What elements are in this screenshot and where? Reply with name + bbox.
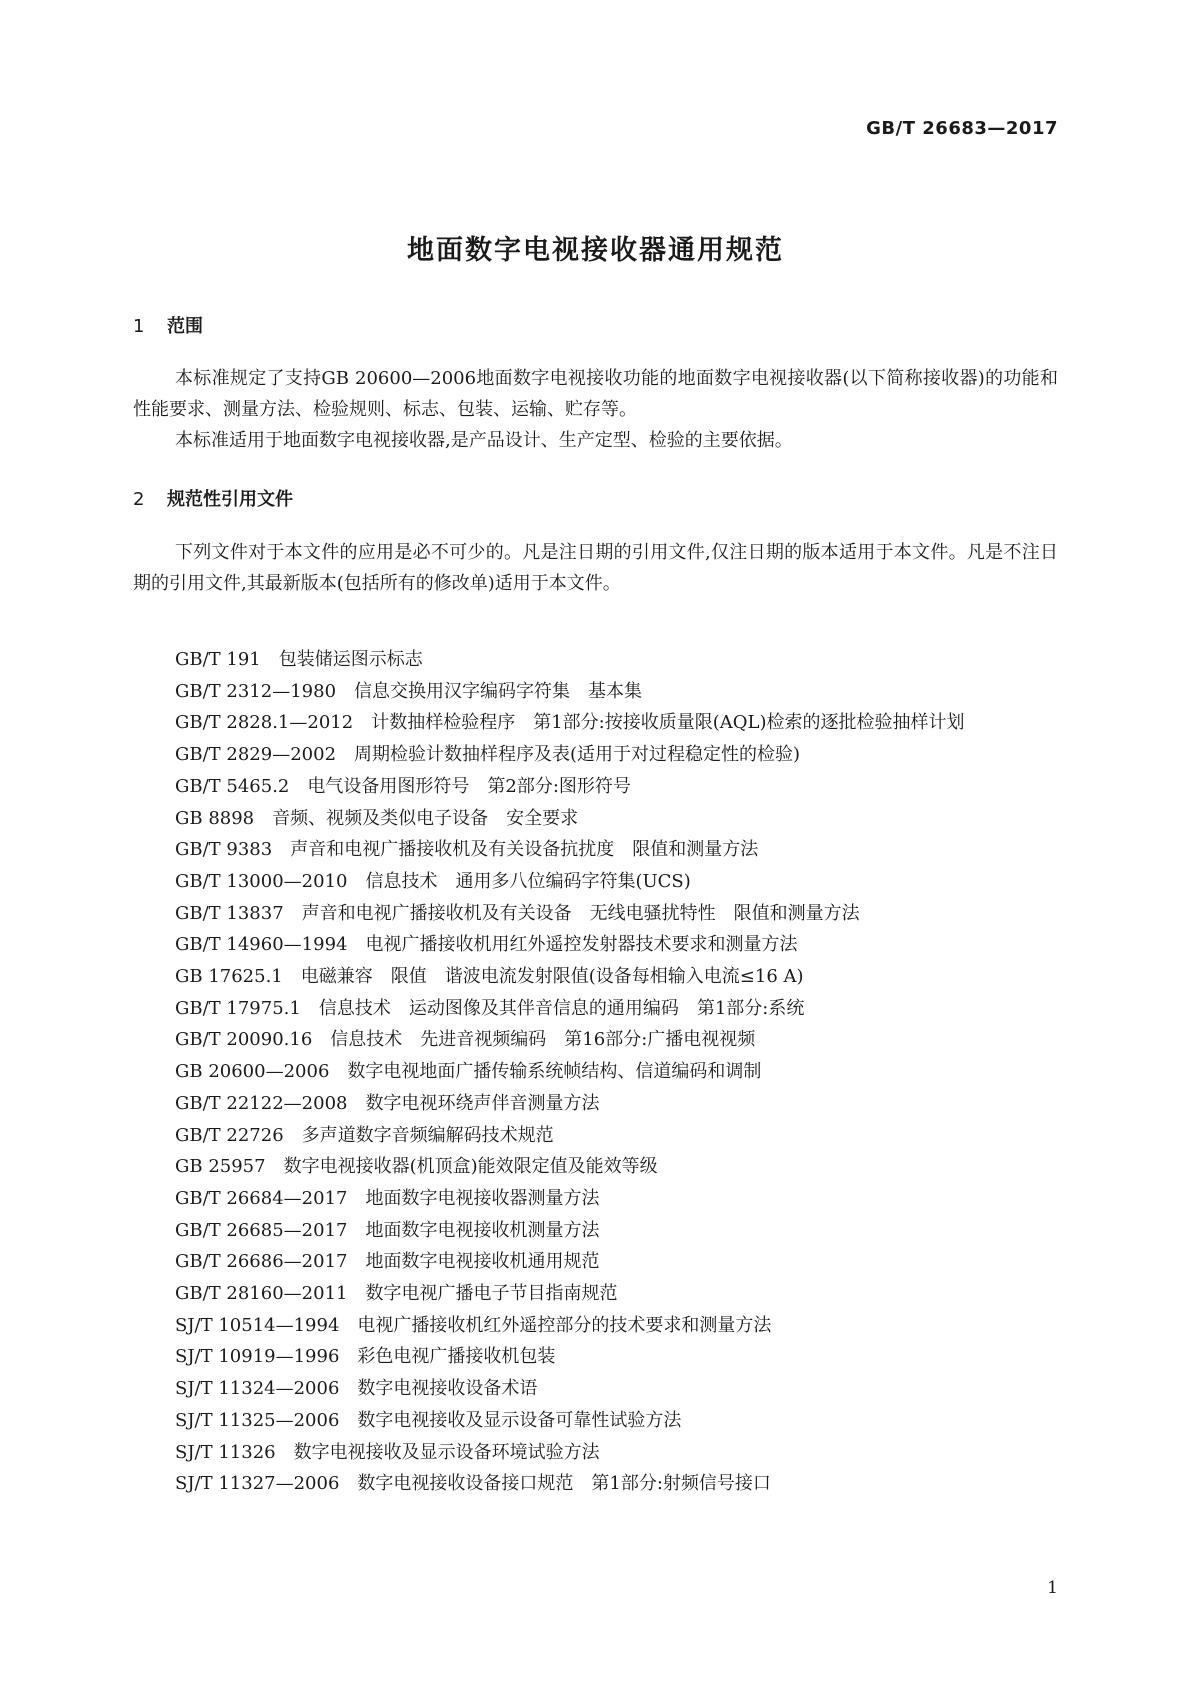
reference-title: 数字电视广播电子节目指南规范 bbox=[365, 1283, 618, 1305]
reference-item bbox=[133, 1056, 1058, 1088]
reference-title: 信息技术 先进音视频编码 第16部分:广播电视视频 bbox=[330, 1029, 756, 1051]
reference-code: GB/T 2829—2002 bbox=[175, 744, 337, 766]
reference-code: SJ/T 11326 bbox=[175, 1441, 276, 1463]
section-1-title: 范围 bbox=[167, 316, 203, 337]
reference-title: 电视广播接收机红外遥控部分的技术要求和测量方法 bbox=[357, 1314, 772, 1336]
reference-code: GB/T 22122—2008 bbox=[175, 1092, 348, 1114]
reference-item bbox=[133, 1437, 1058, 1469]
reference-code: SJ/T 11325—2006 bbox=[175, 1409, 340, 1431]
reference-title: 多声道数字音频编解码技术规范 bbox=[301, 1124, 554, 1146]
reference-title: 信息技术 运动图像及其伴音信息的通用编码 第1部分:系统 bbox=[318, 997, 805, 1019]
reference-code: GB/T 17975.1 bbox=[175, 997, 301, 1019]
scope-paragraph-2: 本标准适用于地面数字电视接收器,是产品设计、生产定型、检验的主要依据。 bbox=[175, 430, 793, 451]
reference-code: GB 25957 bbox=[175, 1156, 266, 1178]
reference-code: GB/T 2828.1—2012 bbox=[175, 712, 354, 734]
reference-item bbox=[133, 771, 1058, 803]
reference-title: 数字电视接收设备术语 bbox=[357, 1378, 538, 1400]
reference-code: SJ/T 10919—1996 bbox=[175, 1346, 340, 1368]
reference-item bbox=[133, 1246, 1058, 1278]
reference-code: SJ/T 11324—2006 bbox=[175, 1378, 340, 1400]
section-1-number: 1 bbox=[133, 316, 145, 337]
reference-code: SJ/T 11327—2006 bbox=[175, 1473, 340, 1495]
reference-item bbox=[133, 834, 1058, 866]
reference-item bbox=[133, 707, 1058, 739]
reference-item bbox=[133, 1088, 1058, 1120]
reference-title: 地面数字电视接收器测量方法 bbox=[365, 1187, 600, 1209]
document-title: 地面数字电视接收器通用规范 bbox=[407, 235, 784, 266]
reference-item bbox=[133, 1310, 1058, 1342]
reference-item bbox=[133, 803, 1058, 835]
reference-title: 信息技术 通用多八位编码字符集(UCS) bbox=[365, 870, 691, 892]
reference-code: GB/T 20090.16 bbox=[175, 1029, 313, 1051]
reference-item bbox=[133, 1373, 1058, 1405]
reference-item bbox=[133, 676, 1058, 708]
reference-title: 地面数字电视接收机通用规范 bbox=[365, 1251, 600, 1273]
section-2-heading bbox=[133, 485, 293, 511]
reference-item bbox=[133, 1341, 1058, 1373]
reference-title: 电磁兼容 限值 谐波电流发射限值(设备每相输入电流≤16 A) bbox=[300, 966, 804, 988]
reference-title: 彩色电视广播接收机包装 bbox=[357, 1346, 556, 1368]
reference-code: GB/T 26685—2017 bbox=[175, 1219, 348, 1241]
reference-code: GB 20600—2006 bbox=[175, 1061, 330, 1083]
section-2-number: 2 bbox=[133, 489, 145, 510]
reference-code: SJ/T 10514—1994 bbox=[175, 1314, 340, 1336]
reference-item bbox=[133, 993, 1058, 1025]
reference-item bbox=[133, 1468, 1058, 1500]
reference-code: GB/T 5465.2 bbox=[175, 775, 290, 797]
reference-code: GB/T 13837 bbox=[175, 902, 284, 924]
reference-title: 电气设备用图形符号 第2部分:图形符号 bbox=[307, 775, 631, 797]
reference-code: GB/T 9383 bbox=[175, 839, 273, 861]
reference-code: GB/T 26684—2017 bbox=[175, 1187, 348, 1209]
reference-item bbox=[133, 1405, 1058, 1437]
reference-code: GB/T 191 bbox=[175, 649, 261, 670]
reference-title: 包装储运图示标志 bbox=[278, 649, 423, 670]
reference-code: GB/T 22726 bbox=[175, 1124, 284, 1146]
scope-paragraph-1: 本标准规定了支持GB 20600—2006地面数字电视接收功能的地面数字电视接收器(以下简称接收器)的功能和性能要求、测量方法、检验规则、标志、包装、运输、贮存等。 bbox=[133, 368, 1058, 420]
reference-title: 数字电视环绕声伴音测量方法 bbox=[365, 1092, 600, 1114]
reference-item bbox=[133, 866, 1058, 898]
reference-item bbox=[133, 1183, 1058, 1215]
reference-code: GB 8898 bbox=[175, 807, 255, 829]
reference-title: 数字电视接收及显示设备可靠性试验方法 bbox=[357, 1409, 682, 1431]
references-intro: 下列文件对于本文件的应用是必不可少的。凡是注日期的引用文件,仅注日期的版本适用于本文件。凡是不注日期的引用文件,其最新版本(包括所有的修改单)适用于本文件。 bbox=[133, 542, 1058, 594]
reference-title: 数字电视接收设备接口规范 第1部分:射频信号接口 bbox=[357, 1473, 771, 1495]
reference-item bbox=[133, 1215, 1058, 1247]
reference-item bbox=[133, 1120, 1058, 1152]
reference-item bbox=[133, 1151, 1058, 1183]
reference-title: 数字电视接收及显示设备环境试验方法 bbox=[293, 1441, 600, 1463]
section-2-title: 规范性引用文件 bbox=[167, 489, 293, 510]
reference-list bbox=[133, 644, 1058, 1500]
reference-title: 声音和电视广播接收机及有关设备 无线电骚扰特性 限值和测量方法 bbox=[301, 902, 860, 924]
section-1-heading bbox=[133, 312, 203, 338]
reference-title: 地面数字电视接收机测量方法 bbox=[365, 1219, 600, 1241]
reference-item bbox=[133, 644, 1058, 676]
reference-item bbox=[133, 1278, 1058, 1310]
reference-code: GB/T 26686—2017 bbox=[175, 1251, 348, 1273]
reference-code: GB/T 14960—1994 bbox=[175, 934, 348, 956]
standard-number: GB/T 26683—2017 bbox=[866, 118, 1058, 139]
reference-title: 电视广播接收机用红外遥控发射器技术要求和测量方法 bbox=[365, 934, 798, 956]
reference-title: 数字电视地面广播传输系统帧结构、信道编码和调制 bbox=[347, 1061, 762, 1083]
reference-title: 计数抽样检验程序 第1部分:按接收质量限(AQL)检索的逐批检验抽样计划 bbox=[371, 712, 965, 734]
reference-title: 声音和电视广播接收机及有关设备抗扰度 限值和测量方法 bbox=[290, 839, 759, 861]
reference-title: 数字电视接收器(机顶盒)能效限定值及能效等级 bbox=[283, 1156, 658, 1178]
reference-code: GB/T 28160—2011 bbox=[175, 1283, 348, 1305]
reference-title: 音频、视频及类似电子设备 安全要求 bbox=[272, 807, 579, 829]
reference-code: GB/T 2312—1980 bbox=[175, 680, 337, 702]
page-number: 1 bbox=[1047, 1578, 1058, 1598]
reference-item bbox=[133, 929, 1058, 961]
reference-title: 周期检验计数抽样程序及表(适用于对过程稳定性的检验) bbox=[354, 744, 801, 766]
reference-item bbox=[133, 961, 1058, 993]
reference-code: GB/T 13000—2010 bbox=[175, 870, 348, 892]
reference-code: GB 17625.1 bbox=[175, 966, 283, 988]
reference-item bbox=[133, 898, 1058, 930]
reference-item bbox=[133, 739, 1058, 771]
reference-item bbox=[133, 1024, 1058, 1056]
reference-title: 信息交换用汉字编码字符集 基本集 bbox=[354, 680, 643, 702]
